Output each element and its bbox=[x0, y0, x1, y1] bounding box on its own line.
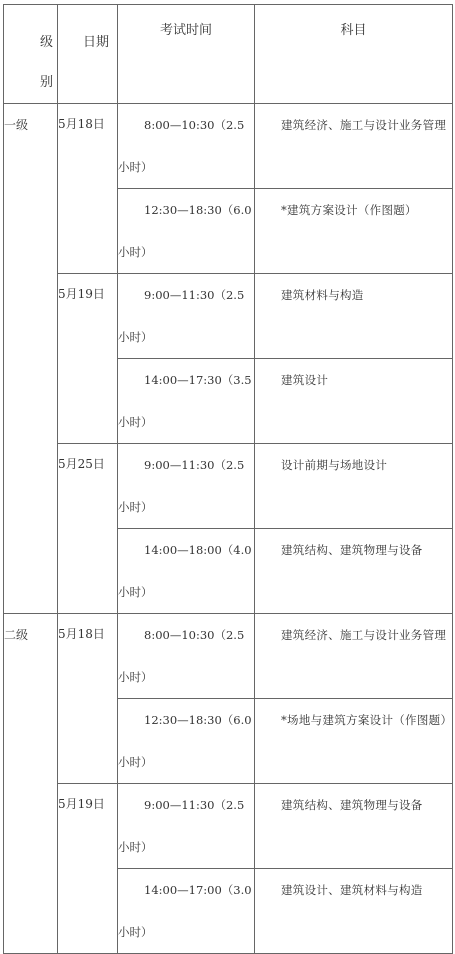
table-row bbox=[4, 614, 453, 699]
time-cell: 14:00—17:30（3.5小时） bbox=[118, 359, 255, 444]
header-time: 考试时间 bbox=[118, 5, 255, 104]
time-cell: 12:30—18:30（6.0小时） bbox=[118, 699, 255, 784]
table-row bbox=[4, 784, 453, 869]
time-cell: 9:00—11:30（2.5小时） bbox=[118, 274, 255, 359]
time-cell: 12:30—18:30（6.0小时） bbox=[118, 189, 255, 274]
time-cell: 14:00—18:00（4.0小时） bbox=[118, 529, 255, 614]
header-date: 日期 bbox=[58, 5, 118, 104]
subject-cell: 建筑设计、建筑材料与构造 bbox=[255, 869, 453, 954]
subject-cell: 建筑结构、建筑物理与设备 bbox=[255, 529, 453, 614]
time-cell: 8:00—10:30（2.5小时） bbox=[118, 104, 255, 189]
table-row bbox=[4, 104, 453, 189]
time-cell: 14:00—17:00（3.0小时） bbox=[118, 869, 255, 954]
date-cell: 5月18日 bbox=[58, 614, 118, 784]
time-cell: 8:00—10:30（2.5小时） bbox=[118, 614, 255, 699]
header-row bbox=[4, 5, 453, 104]
date-cell: 5月19日 bbox=[58, 274, 118, 444]
subject-cell: 建筑结构、建筑物理与设备 bbox=[255, 784, 453, 869]
subject-cell: 建筑材料与构造 bbox=[255, 274, 453, 359]
level-cell: 二级 bbox=[4, 614, 58, 954]
time-cell: 9:00—11:30（2.5小时） bbox=[118, 784, 255, 869]
exam-schedule-table bbox=[3, 4, 453, 954]
date-cell: 5月25日 bbox=[58, 444, 118, 614]
subject-cell: *场地与建筑方案设计（作图题） bbox=[255, 699, 453, 784]
date-cell: 5月19日 bbox=[58, 784, 118, 954]
header-subject: 科目 bbox=[255, 5, 453, 104]
level-cell: 一级 bbox=[4, 104, 58, 614]
subject-cell: 设计前期与场地设计 bbox=[255, 444, 453, 529]
subject-cell: *建筑方案设计（作图题） bbox=[255, 189, 453, 274]
subject-cell: 建筑设计 bbox=[255, 359, 453, 444]
date-cell: 5月18日 bbox=[58, 104, 118, 274]
table-row bbox=[4, 444, 453, 529]
subject-cell: 建筑经济、施工与设计业务管理 bbox=[255, 104, 453, 189]
time-cell: 9:00—11:30（2.5小时） bbox=[118, 444, 255, 529]
table-row bbox=[4, 274, 453, 359]
subject-cell: 建筑经济、施工与设计业务管理 bbox=[255, 614, 453, 699]
header-level: 级别 bbox=[4, 5, 58, 104]
